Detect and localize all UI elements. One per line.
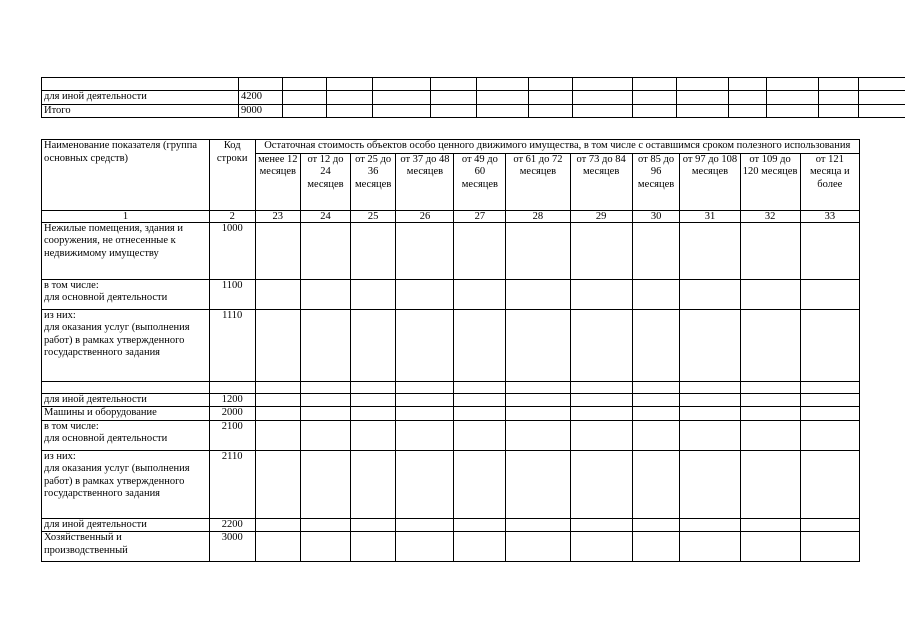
value-cell (301, 420, 351, 450)
table-row (42, 309, 860, 381)
value-cell (859, 78, 905, 91)
column-number: 24 (301, 210, 351, 222)
row-code: 2110 (209, 450, 255, 518)
value-cell (819, 104, 859, 118)
value-cell (800, 222, 859, 279)
value-cell (454, 222, 506, 279)
column-number: 32 (740, 210, 800, 222)
value-cell (740, 518, 800, 532)
value-cell (431, 91, 477, 105)
value-cell (301, 393, 351, 407)
table-row (42, 518, 860, 532)
value-cell (632, 450, 680, 518)
value-cell (350, 532, 396, 562)
header-period: от 97 до 108 месяцев (680, 153, 740, 210)
value-cell (680, 407, 740, 421)
value-cell (570, 222, 632, 279)
value-cell (350, 381, 396, 393)
value-cell (373, 104, 431, 118)
value-cell (396, 309, 454, 381)
value-cell (396, 381, 454, 393)
row-code: 1200 (209, 393, 255, 407)
row-name: для иной деятельности (42, 393, 210, 407)
value-cell (529, 91, 573, 105)
value-cell (396, 532, 454, 562)
value-cell (350, 518, 396, 532)
value-cell (680, 450, 740, 518)
value-cell (740, 407, 800, 421)
value-cell (633, 104, 677, 118)
row-code: 4200 (239, 91, 283, 105)
value-cell (396, 518, 454, 532)
row-code: 1000 (209, 222, 255, 279)
value-cell (431, 78, 477, 91)
table-row (42, 381, 860, 393)
value-cell (677, 78, 729, 91)
column-number: 27 (454, 210, 506, 222)
value-cell (255, 532, 301, 562)
header-group: Остаточная стоимость объектов особо ценного движимого имущества, в том числе с оставшимся сроком полезного использования (255, 140, 860, 154)
value-cell (506, 532, 570, 562)
value-cell (396, 222, 454, 279)
value-cell (255, 279, 301, 309)
value-cell (301, 532, 351, 562)
value-cell (573, 78, 633, 91)
value-cell (255, 381, 301, 393)
value-cell (740, 381, 800, 393)
value-cell (740, 393, 800, 407)
value-cell (632, 279, 680, 309)
table-row (42, 407, 860, 421)
header-period: от 121 месяца и более (800, 153, 859, 210)
main-table (41, 139, 860, 562)
row-name: в том числе: для основной деятельности (42, 420, 210, 450)
value-cell (800, 393, 859, 407)
value-cell (301, 279, 351, 309)
row-code: 2200 (209, 518, 255, 532)
value-cell (506, 279, 570, 309)
value-cell (570, 393, 632, 407)
value-cell (529, 104, 573, 118)
value-cell (454, 381, 506, 393)
value-cell (373, 78, 431, 91)
value-cell (677, 91, 729, 105)
value-cell (570, 407, 632, 421)
value-cell (729, 78, 767, 91)
column-number: 26 (396, 210, 454, 222)
value-cell (454, 532, 506, 562)
value-cell (301, 309, 351, 381)
value-cell (431, 104, 477, 118)
value-cell (350, 279, 396, 309)
value-cell (396, 420, 454, 450)
value-cell (255, 420, 301, 450)
value-cell (301, 518, 351, 532)
value-cell (506, 407, 570, 421)
value-cell (255, 393, 301, 407)
value-cell (454, 407, 506, 421)
row-name: в том числе: для основной деятельности (42, 279, 210, 309)
table-row (42, 450, 860, 518)
value-cell (632, 393, 680, 407)
value-cell (819, 78, 859, 91)
value-cell (506, 420, 570, 450)
value-cell (632, 532, 680, 562)
value-cell (454, 450, 506, 518)
row-name: Нежилые помещения, здания и сооружения, не отнесенные к недвижимому имуществу (42, 222, 210, 279)
value-cell (350, 420, 396, 450)
value-cell (454, 393, 506, 407)
value-cell (680, 222, 740, 279)
value-cell (301, 407, 351, 421)
row-code: 1110 (209, 309, 255, 381)
table-row (42, 279, 860, 309)
value-cell (767, 104, 819, 118)
row-code: 2100 (209, 420, 255, 450)
value-cell (680, 420, 740, 450)
value-cell (529, 78, 573, 91)
header-period: от 49 до 60 месяцев (454, 153, 506, 210)
value-cell (800, 407, 859, 421)
row-name: Машины и оборудование (42, 407, 210, 421)
value-cell (800, 381, 859, 393)
row-name: Хозяйственный и производственный (42, 532, 210, 562)
value-cell (301, 381, 351, 393)
value-cell (677, 104, 729, 118)
value-cell (800, 420, 859, 450)
value-cell (740, 309, 800, 381)
header-period: от 85 до 96 месяцев (632, 153, 680, 210)
value-cell (350, 450, 396, 518)
top-table-row (42, 78, 905, 91)
value-cell (283, 91, 327, 105)
row-name (42, 78, 239, 91)
column-number: 29 (570, 210, 632, 222)
value-cell (570, 532, 632, 562)
value-cell (632, 420, 680, 450)
row-code: 9000 (239, 104, 283, 118)
value-cell (477, 78, 529, 91)
value-cell (800, 309, 859, 381)
value-cell (573, 104, 633, 118)
value-cell (506, 381, 570, 393)
column-number: 33 (800, 210, 859, 222)
value-cell (255, 309, 301, 381)
value-cell (283, 78, 327, 91)
value-cell (680, 393, 740, 407)
table-row (42, 222, 860, 279)
table-row (42, 532, 860, 562)
top-table (41, 77, 905, 118)
value-cell (396, 450, 454, 518)
value-cell (632, 381, 680, 393)
value-cell (396, 393, 454, 407)
table-row (42, 420, 860, 450)
column-number: 30 (632, 210, 680, 222)
header-period: от 25 до 36 месяцев (350, 153, 396, 210)
value-cell (477, 104, 529, 118)
value-cell (396, 407, 454, 421)
row-code: 3000 (209, 532, 255, 562)
header-period: менее 12 месяцев (255, 153, 301, 210)
value-cell (680, 279, 740, 309)
column-number: 1 (42, 210, 210, 222)
value-cell (454, 309, 506, 381)
value-cell (800, 450, 859, 518)
row-name: из них: для оказания услуг (выполнения работ) в рамках утвержденного государственного задания (42, 309, 210, 381)
value-cell (506, 309, 570, 381)
value-cell (859, 91, 905, 105)
value-cell (632, 407, 680, 421)
value-cell (680, 518, 740, 532)
value-cell (255, 407, 301, 421)
header-code: Код строки (209, 140, 255, 211)
value-cell (283, 104, 327, 118)
value-cell (729, 91, 767, 105)
value-cell (506, 450, 570, 518)
value-cell (740, 450, 800, 518)
column-numbers-row (42, 210, 860, 222)
row-code: 2000 (209, 407, 255, 421)
value-cell (396, 279, 454, 309)
row-name: Итого (42, 104, 239, 118)
column-number: 25 (350, 210, 396, 222)
column-number: 31 (680, 210, 740, 222)
value-cell (767, 91, 819, 105)
value-cell (729, 104, 767, 118)
value-cell (573, 91, 633, 105)
value-cell (800, 279, 859, 309)
value-cell (740, 279, 800, 309)
value-cell (632, 518, 680, 532)
value-cell (350, 309, 396, 381)
value-cell (570, 450, 632, 518)
header-period: от 61 до 72 месяцев (506, 153, 570, 210)
value-cell (740, 532, 800, 562)
value-cell (570, 518, 632, 532)
value-cell (570, 420, 632, 450)
value-cell (506, 222, 570, 279)
column-number: 28 (506, 210, 570, 222)
header-indicator: Наименование показателя (группа основных средств) (42, 140, 210, 211)
value-cell (327, 78, 373, 91)
column-number: 2 (209, 210, 255, 222)
value-cell (454, 518, 506, 532)
header-period: от 37 до 48 месяцев (396, 153, 454, 210)
value-cell (633, 91, 677, 105)
column-number: 23 (255, 210, 301, 222)
row-name: для иной деятельности (42, 518, 210, 532)
value-cell (570, 309, 632, 381)
value-cell (633, 78, 677, 91)
value-cell (454, 279, 506, 309)
value-cell (767, 78, 819, 91)
value-cell (327, 104, 373, 118)
row-name (42, 381, 210, 393)
value-cell (740, 222, 800, 279)
row-name: для иной деятельности (42, 91, 239, 105)
value-cell (350, 222, 396, 279)
top-table-row (42, 104, 905, 118)
value-cell (255, 518, 301, 532)
value-cell (477, 91, 529, 105)
value-cell (800, 532, 859, 562)
header-period: от 12 до 24 месяцев (301, 153, 351, 210)
value-cell (800, 518, 859, 532)
row-code: 1100 (209, 279, 255, 309)
value-cell (255, 450, 301, 518)
value-cell (350, 407, 396, 421)
value-cell (570, 381, 632, 393)
value-cell (506, 393, 570, 407)
table-row (42, 393, 860, 407)
header-period: от 73 до 84 месяцев (570, 153, 632, 210)
value-cell (680, 309, 740, 381)
value-cell (454, 420, 506, 450)
value-cell (327, 91, 373, 105)
value-cell (680, 381, 740, 393)
value-cell (632, 309, 680, 381)
row-code (209, 381, 255, 393)
value-cell (301, 222, 351, 279)
row-code (239, 78, 283, 91)
top-table-row (42, 91, 905, 105)
value-cell (740, 420, 800, 450)
value-cell (680, 532, 740, 562)
value-cell (373, 91, 431, 105)
value-cell (255, 222, 301, 279)
value-cell (859, 104, 905, 118)
value-cell (350, 393, 396, 407)
row-name: из них: для оказания услуг (выполнения работ) в рамках утвержденного государственного задания (42, 450, 210, 518)
value-cell (301, 450, 351, 518)
value-cell (632, 222, 680, 279)
header-row-1 (42, 140, 860, 154)
header-period: от 109 до 120 месяцев (740, 153, 800, 210)
value-cell (506, 518, 570, 532)
value-cell (819, 91, 859, 105)
value-cell (570, 279, 632, 309)
